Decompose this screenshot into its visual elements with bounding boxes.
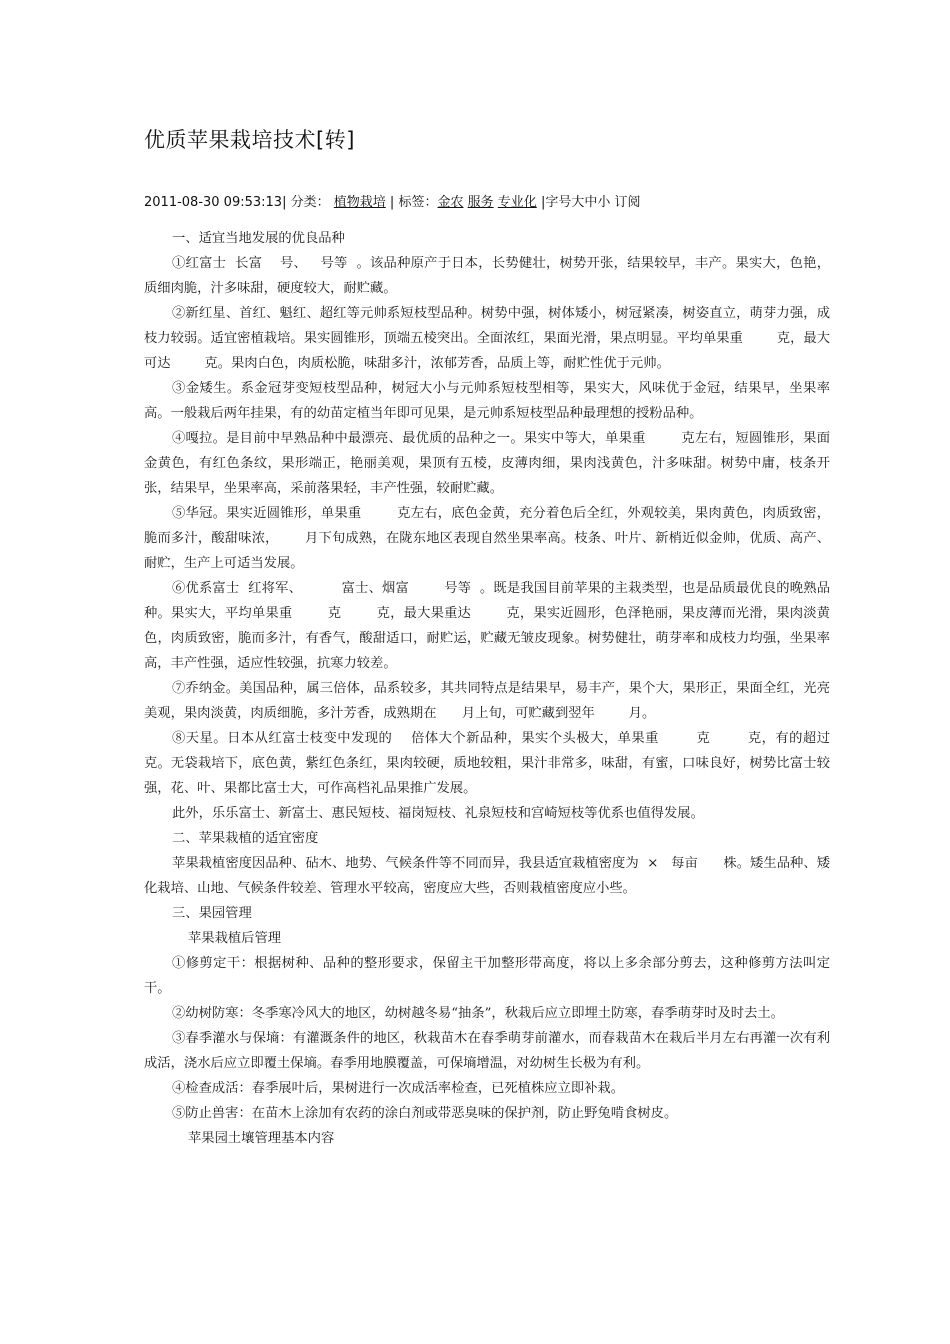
paragraph: ①红富士 长富 号、 号等 。该品种原产于日本，长势健壮，树势开张，结果较早，丰产。果实大，色艳，质细肉脆，汁多味甜，硬度较大，耐贮藏。: [144, 256, 830, 296]
post-datetime: 2011-08-30 09:53:13: [144, 195, 283, 210]
paragraph: ③金矮生。系金冠芽变短枝型品种，树冠大小与元帅系短枝型相等，果实大，风味优于金冠，结果早，坐果率高。一般栽后两年挂果，有的幼苗定植当年即可见果，是元帅系短枝型品种最理想的授粉品种。: [144, 381, 830, 421]
paragraph: 三、果园管理: [172, 906, 252, 921]
meta-separator: |: [282, 195, 287, 210]
tag-link[interactable]: 服务: [467, 195, 494, 210]
paragraph: 一、适宜当地发展的优良品种: [172, 231, 345, 246]
paragraph: ④嘎拉。是目前中早熟品种中最漂亮、最优质的品种之一。果实中等大，单果重 克左右，短圆锥形，果面金黄色，有红色条纹，果形端正，艳丽美观，果顶有五棱，皮薄肉细，果肉浅黄色，汁多味甜。树势中庸，枝条开张，结果早，坐果率高，采前落果轻，丰产性强，较耐贮藏。: [144, 431, 830, 496]
paragraph: ⑦乔纳金。美国品种，属三倍体，品系较多，其共同特点是结果早，易丰产，果个大，果形正，果面全红，光亮美观，果肉淡黄，肉质细脆，多汁芳香，成熟期在 月上旬，可贮藏到翌年 月。: [144, 681, 830, 721]
paragraph: ⑥优系富士 红将军、 富士、烟富 号等 。既是我国目前苹果的主栽类型，也是品质最优良的晚熟品种。果实大，平均单果重 克 克，最大果重达 克，果实近圆形，色泽艳丽，果皮薄而光滑，果肉淡黄色，肉质致密，脆而多汁，有香气，酸甜适口，耐贮运，贮藏无皱皮现象。树势健壮，萌芽率和成枝力均强，坐果率高，丰产性强，适应性较强，抗寒力较差。: [144, 581, 830, 671]
article-meta: [144, 191, 640, 210]
article-body: [144, 226, 864, 1151]
tag-link[interactable]: 金农: [437, 195, 464, 210]
paragraph: ④检查成活：春季展叶后，果树进行一次成活率检查，已死植株应立即补栽。: [172, 1081, 625, 1096]
paragraph: ⑤防止兽害：在苗木上涂加有农药的涂白剂或带恶臭味的保护剂，防止野兔啃食树皮。: [172, 1106, 678, 1121]
paragraph: ②幼树防寒：冬季寒冷风大的地区，幼树越冬易“抽条”，秋栽后应立即埋土防寒，春季萌芽时及时去土。: [172, 1006, 784, 1021]
paragraph: ⑧天星。日本从红富士枝变中发现的 倍体大个新品种，果实个头极大，单果重 克 克，有的超过 克。无袋栽培下，底色黄，紫红色条红，果肉较硬，质地较粗，果汁非常多，味甜，有蜜，口味良好，树势比富士较强，花、叶、果都比富士大，可作高档礼品果推广发展。: [144, 731, 864, 796]
paragraph: 苹果栽植后管理: [188, 931, 282, 946]
subscribe-link[interactable]: 订阅: [614, 195, 641, 210]
paragraph: ①修剪定干：根据树种、品种的整形要求，保留主干加整形带高度，将以上多余部分剪去，这种修剪方法叫定干。: [144, 956, 830, 996]
paragraph: 二、苹果栽植的适宜密度: [172, 831, 319, 846]
tags-label: 标签：: [398, 195, 438, 210]
paragraph: 苹果园土壤管理基本内容: [188, 1131, 335, 1146]
paragraph: ②新红星、首红、魁红、超红等元帅系短枝型品种。树势中强，树体矮小，树冠紧凑，树姿直立，萌芽力强，成枝力较弱。适宜密植栽培。果实圆锥形，顶端五棱突出。全面浓红，果面光滑，果点明显。平均单果重 克，最大可达 克。果肉白色，肉质松脆，味甜多汁，浓郁芳香，品质上等，耐贮性优于元帅。: [144, 306, 830, 371]
meta-separator: |: [389, 195, 395, 210]
category-label: 分类：: [290, 195, 330, 210]
article-title: 优质苹果栽培技术[转]: [144, 128, 355, 152]
paragraph: 苹果栽植密度因品种、砧木、地势、气候条件等不同而异，我县适宜栽植密度为 × 每亩 株。矮生品种、矮化栽培、山地、气候条件较差、管理水平较高，密度应大些，否则栽植密度应小些。: [144, 856, 830, 896]
paragraph: ③春季灌水与保墒：有灌溉条件的地区，秋栽苗木在春季萌芽前灌水，而春栽苗木在栽后半月左右再灌一次有利成活，浇水后应立即覆土保墒。春季用地膜覆盖，可保墒增温，对幼树生长极为有利。: [144, 1031, 830, 1071]
font-size-control[interactable]: |字号大中小: [540, 195, 611, 210]
category-link[interactable]: 植物栽培: [333, 195, 386, 210]
tag-link[interactable]: 专业化: [497, 195, 537, 210]
paragraph: 此外，乐乐富士、新富士、惠民短枝、福岗短枝、礼泉短枝和宫崎短枝等优系也值得发展。: [172, 806, 704, 821]
paragraph: ⑤华冠。果实近圆锥形，单果重 克左右，底色金黄，充分着色后全红，外观较美，果肉黄色，肉质致密，脆而多汁，酸甜味浓， 月下旬成熟，在陇东地区表现自然坐果率高。枝条、叶片、新梢近似金帅，优质、高产、耐贮，生产上可适当发展。: [144, 506, 830, 571]
